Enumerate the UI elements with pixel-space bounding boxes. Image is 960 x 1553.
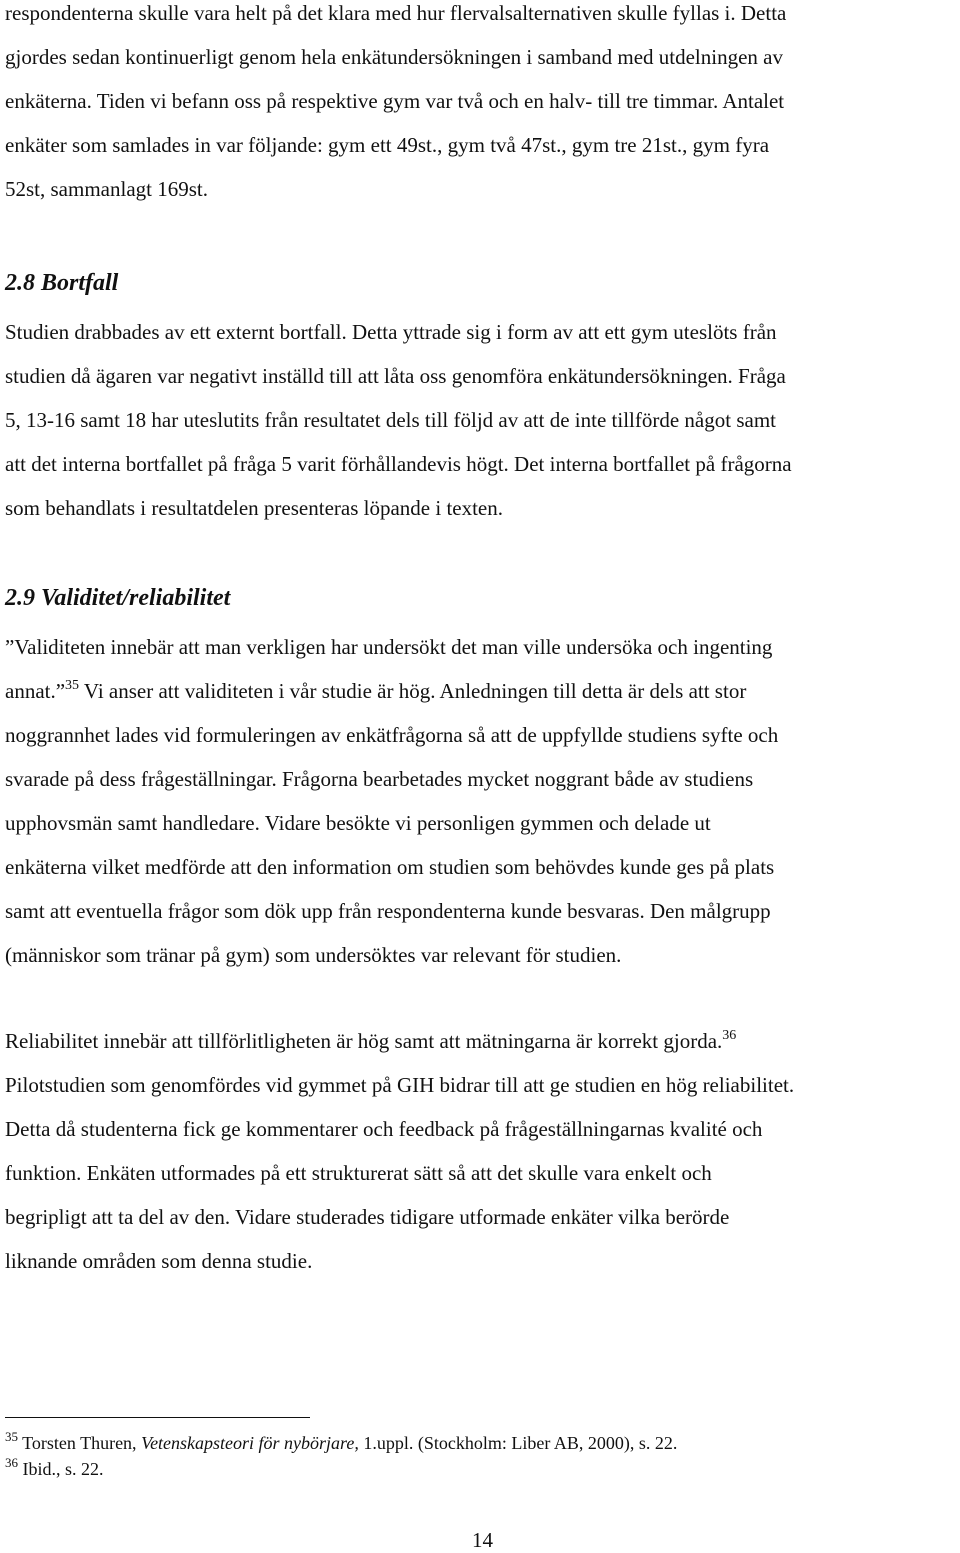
- bortfall-line: 5, 13-16 samt 18 har uteslutits från resultatet dels till följd av att de inte tillförde något samt: [5, 408, 776, 432]
- bortfall-line: Studien drabbades av ett externt bortfall. Detta yttrade sig i form av att ett gym uteslöts från: [5, 320, 777, 344]
- intro-line: enkäterna. Tiden vi befann oss på respektive gym var två och en halv- till tre timmar. Antalet: [5, 89, 785, 113]
- footnote-35-author: Torsten Thuren,: [18, 1433, 142, 1453]
- footnote-number-36: 36: [5, 1455, 18, 1470]
- intro-line: 52st, sammanlagt 169st.: [5, 177, 208, 201]
- reliability-line: [5, 1028, 736, 1054]
- footnote-36: [5, 1455, 104, 1480]
- validity-line: enkäterna vilket medförde att den information om studien som behövdes kunde ges på plats: [5, 855, 775, 879]
- footnote-35: [5, 1429, 678, 1454]
- document-page: [5, 0, 960, 1550]
- validity-line: svarade på dess frågeställningar. Frågorna bearbetades mycket noggrant både av studiens: [5, 767, 754, 791]
- page-number: 14: [472, 1528, 493, 1552]
- reliability-line: Pilotstudien som genomfördes vid gymmet på GIH bidrar till att ge studien en hög reliabilitet.: [5, 1073, 795, 1097]
- reliability-line: funktion. Enkäten utformades på ett strukturerat sätt så att det skulle vara enkelt och: [5, 1161, 712, 1185]
- section-heading-bortfall: 2.8 Bortfall: [5, 270, 119, 296]
- footnote-35-title: Vetenskapsteori för nybörjare,: [141, 1433, 359, 1453]
- footnote-separator: [5, 1417, 310, 1418]
- intro-line: gjordes sedan kontinuerligt genom hela enkätundersökningen i samband med utdelningen av: [5, 45, 783, 69]
- bortfall-line: studien då ägaren var negativt inställd till att låta oss genomföra enkätundersökningen. Fråga: [5, 364, 786, 388]
- validity-line: noggrannhet lades vid formuleringen av enkätfrågorna så att de uppfyllde studiens syfte och: [5, 723, 779, 747]
- reliability-line: liknande områden som denna studie.: [5, 1249, 313, 1273]
- section-heading-validitet: 2.9 Validitet/reliabilitet: [5, 585, 231, 611]
- validity-line-continuation: Vi anser att validiteten i vår studie är hög. Anledningen till detta är dels att stor: [79, 679, 747, 703]
- validity-line: (människor som tränar på gym) som undersöktes var relevant för studien.: [5, 943, 622, 967]
- footnote-ref-35: 35: [65, 678, 80, 693]
- reliability-line: begripligt att ta del av den. Vidare studerades tidigare utformade enkäter vilka berörde: [5, 1205, 730, 1229]
- validity-line: ”Validiteten innebär att man verkligen har undersökt det man ville undersöka och ingenting: [5, 635, 773, 659]
- validity-line: upphovsmän samt handledare. Vidare besökte vi personligen gymmen och delade ut: [5, 811, 711, 835]
- reliability-first-line: Reliabilitet innebär att tillförlitligheten är hög samt att mätningarna är korrekt gjorda.: [5, 1029, 723, 1053]
- validity-line: samt att eventuella frågor som dök upp från respondenterna kunde besvaras. Den målgrupp: [5, 899, 771, 923]
- footnote-35-details: 1.uppl. (Stockholm: Liber AB, 2000), s. 22.: [358, 1433, 678, 1453]
- reliability-line: Detta då studenterna fick ge kommentarer och feedback på frågeställningarnas kvalité och: [5, 1117, 763, 1141]
- footnote-ref-36: 36: [722, 1028, 737, 1043]
- bortfall-line: att det interna bortfallet på fråga 5 varit förhållandevis högt. Det interna bortfallet på frågorna: [5, 452, 792, 476]
- footnote-36-text: Ibid., s. 22.: [18, 1459, 104, 1479]
- intro-line: enkäter som samlades in var följande: gym ett 49st., gym två 47st., gym tre 21st., gym fyra: [5, 133, 770, 157]
- validity-line: [5, 678, 746, 704]
- validity-quote-end: annat.”: [5, 679, 66, 703]
- footnote-number-35: 35: [5, 1429, 18, 1444]
- bortfall-line: som behandlats i resultatdelen presenteras löpande i texten.: [5, 496, 504, 520]
- intro-line: respondenterna skulle vara helt på det klara med hur flervalsalternativen skulle fyllas i. Detta: [5, 1, 787, 25]
